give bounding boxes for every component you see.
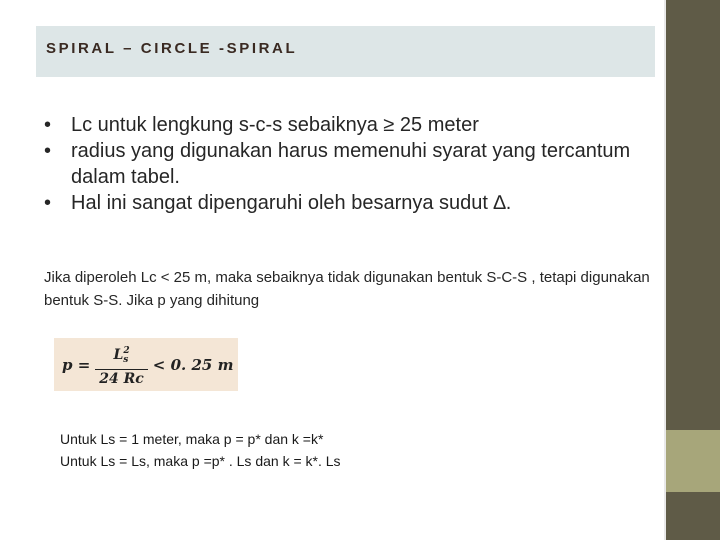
bullet-text: Lc untuk lengkung s-c-s sebaiknya ≥ 25 meter [71, 114, 479, 136]
side-bar-bottom [666, 492, 720, 540]
note-line: Untuk Ls = Ls, maka p =p* . Ls dan k = k*. Ls [60, 453, 341, 469]
note-line: Untuk Ls = 1 meter, maka p = p* dan k =k* [60, 431, 324, 447]
bullet-item [44, 138, 654, 190]
formula-rhs: < 0. 25 m [152, 355, 234, 374]
title-banner [36, 26, 655, 77]
bullet-item [44, 112, 654, 138]
numerator-superscript: 2 [123, 345, 130, 356]
formula-box [54, 338, 238, 391]
bullet-text: radius yang digunakan harus memenuhi syarat yang tercantum dalam tabel. [71, 140, 631, 188]
formula-lhs: p = [62, 355, 91, 374]
numerator-subscript: s [123, 354, 129, 365]
numerator-base: L [113, 346, 124, 363]
bullet-marker: • [44, 192, 52, 214]
slide-title: SPIRAL – CIRCLE -SPIRAL [46, 40, 298, 57]
bullet-marker: • [44, 114, 52, 136]
bullet-list [44, 112, 654, 216]
formula-numerator [109, 342, 133, 369]
formula-fraction [95, 342, 148, 388]
side-bar-accent [666, 430, 720, 492]
formula [62, 342, 233, 387]
bullet-marker: • [44, 140, 52, 162]
formula-denominator: 24 Rc [95, 369, 148, 388]
side-bar-top [666, 0, 720, 430]
notes-block [60, 428, 620, 472]
bullet-text: Hal ini sangat dipengaruhi oleh besarnya sudut ∆. [71, 192, 512, 214]
body-paragraph: Jika diperoleh Lc < 25 m, maka sebaiknya tidak digunakan bentuk S-C-S , tetapi digunakan bentuk S-S. Jika p yang dihitung [44, 269, 650, 309]
bullet-item [44, 190, 654, 216]
